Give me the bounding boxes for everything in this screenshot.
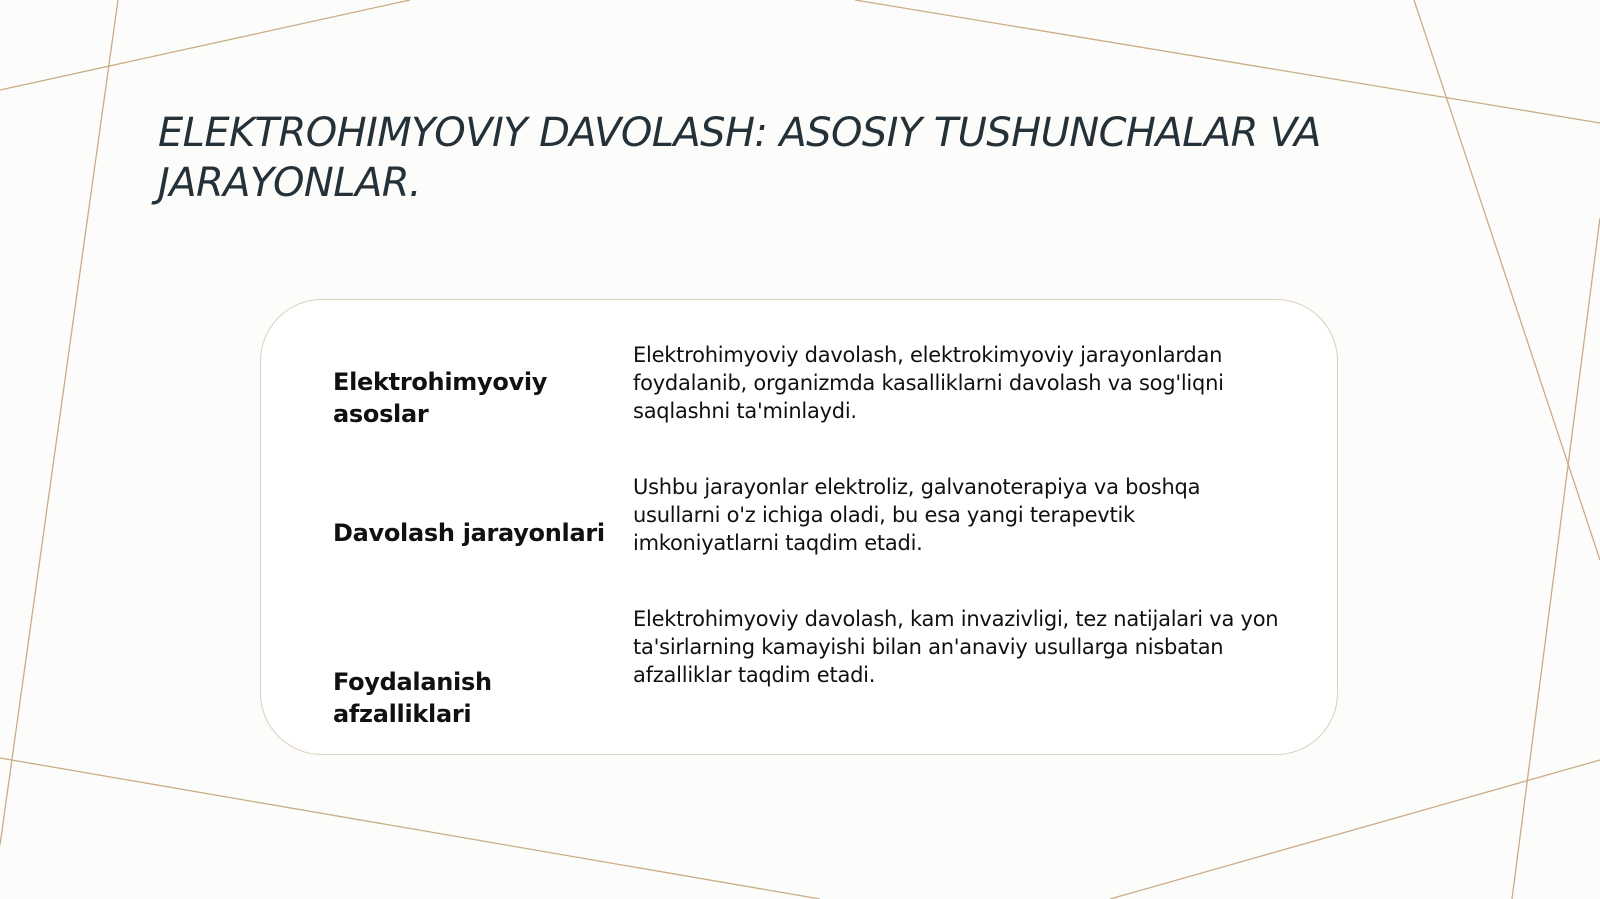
decorative-line <box>0 758 820 899</box>
decorative-line <box>1414 0 1600 560</box>
term-description: Elektrohimyoviy davolash, elektrokimyoviy jarayonlardan foydalanib, organizmda kasalliklarni davolash va sog'liqni saqlashni ta'minlaydi. <box>633 343 1224 423</box>
decorative-line <box>855 0 1600 123</box>
decorative-line <box>0 0 118 845</box>
term-label: Elektrohimyoviy asoslar <box>333 368 548 428</box>
term-label: Foydalanish afzalliklari <box>333 668 492 728</box>
decorative-line <box>1110 760 1600 899</box>
decorative-line <box>0 0 410 90</box>
decorative-line <box>1512 218 1600 899</box>
content-card <box>260 299 1338 755</box>
term-description: Ushbu jarayonlar elektroliz, galvanoterapiya va boshqa usullarni o'z ichiga oladi, bu esa yangi terapevtik imkoniyatlarni taqdim etadi. <box>633 475 1201 555</box>
slide-title: ELEKTROHIMYOVIY DAVOLASH: ASOSIY TUSHUNCHALAR VA JARAYONLAR. <box>158 110 1321 206</box>
term-description: Elektrohimyoviy davolash, kam invazivligi, tez natijalari va yon ta'sirlarning kamayishi bilan an'anaviy usullarga nisbatan afzalliklar taqdim etadi. <box>633 607 1279 687</box>
term-label: Davolash jarayonlari <box>333 519 605 547</box>
